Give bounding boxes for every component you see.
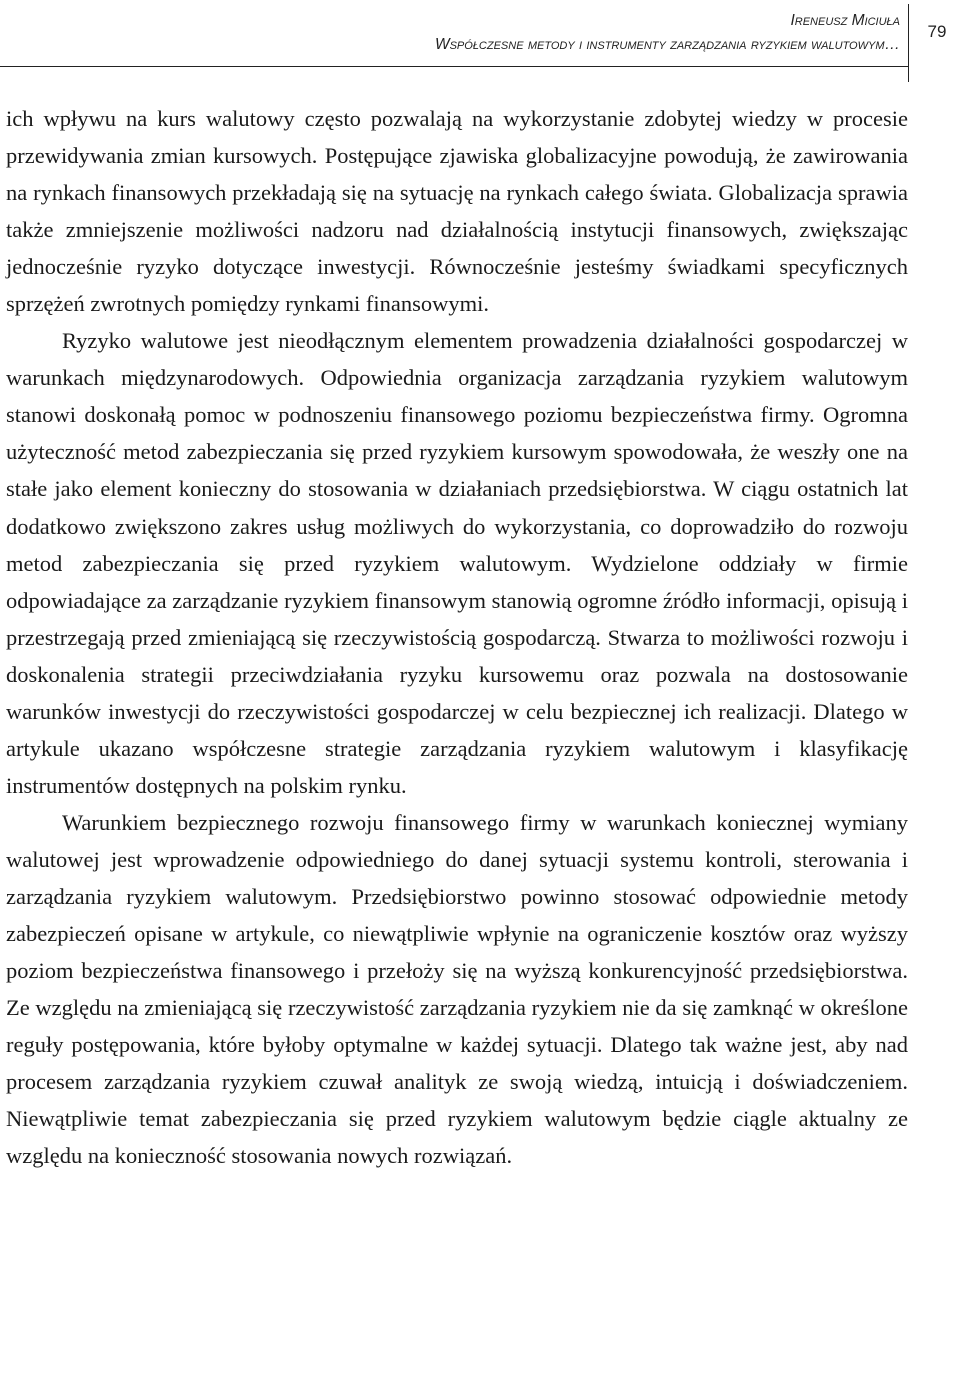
paragraph-1: ich wpływu na kurs walutowy często pozwalają na wykorzystanie zdobytej wiedzy w procesie przewidywania zmian kursowych. Postępujące zjawiska globalizacyjne powodują, że zawirowania na rynkach finansowych przekładają się na sytuację na rynkach całego świata. Globalizacja sprawia także zmniejszenie możliwości nadzoru nad działalnością instytucji finansowych, zwiększając jednocześnie ryzyko dotyczące inwestycji. Równocześnie jesteśmy świadkami specyficznych sprzężeń zwrotnych pomiędzy rynkami finansowymi. — [6, 106, 908, 317]
paragraph-2: Ryzyko walutowe jest nieodłącznym elementem prowadzenia działalności gospodarczej w warunkach międzynarodowych. Odpowiednia organizacja zarządzania ryzykiem walutowym stanowi doskonałą pomoc w podnoszeniu finansowego poziomu bezpieczeństwa firmy. Ogromna użyteczność metod zabezpieczania się przed ryzykiem kursowym spowodowała, że weszły one na stałe jako element konieczny do stosowania w działaniach przedsiębiorstwa. W ciągu ostatnich lat dodatkowo zwiększono zakres usług możliwych do wykorzystania, co doprowadziło do rozwoju metod zabezpieczania się przed ryzykiem walutowym. Wydzielone oddziały w firmie odpowiadające za zarządzanie ryzykiem finansowym stanowią ogromne źródło informacji, opisują i przestrzegają przed zmieniającą się rzeczywistością gospodarczą. Stwarza to możliwości rozwoju i doskonalenia strategii przeciwdziałania ryzyku kursowemu oraz pozwala na dostosowanie warunków inwestycji do rzeczywistości gospodarczej w celu bezpiecznej ich realizacji. Dlatego w artykule ukazano współczesne strategie zarządzania ryzykiem walutowym i klasyfikację instrumentów dostępnych na polskim rynku. — [6, 328, 908, 798]
page-number: 79 — [927, 22, 947, 41]
header-rule — [0, 66, 908, 67]
paragraph-3: Warunkiem bezpiecznego rozwoju finansowego firmy w warunkach koniecznej wymiany walutowej jest wprowadzenie odpowiedniego do danej sytuacji systemu kontroli, sterowania i zarządzania ryzykiem walutowym. Przedsiębiorstwo powinno stosować odpowiednie metody zabezpieczeń opisane w artykule, co niewątpliwie wpłynie na ograniczenie kosztów oraz wyższy poziom bezpieczeństwa finansowego i przełoży się na wyższą konkurencyjność przedsiębiorstwa. Ze względu na zmieniającą się rzeczywistość zarządzania ryzykiem nie da się zamknąć w określone reguły postępowania, które byłoby optymalne w każdej sytuacji. Dlatego tak ważne jest, aby nad procesem zarządzania ryzykiem czuwał analityk ze swoją wiedzą, intuicją i doświadczeniem. Niewątpliwie temat zabezpieczania się przed ryzykiem walutowym będzie ciągle aktualny ze względu na konieczność stosowania nowych rozwiązań. — [6, 809, 908, 1169]
header-title: Współczesne metody i instrumenty zarządzania ryzykiem walutowym… — [434, 36, 900, 53]
running-header-text — [435, 9, 900, 57]
header-author: Ireneusz Miciuła — [790, 12, 900, 29]
running-header — [0, 0, 960, 84]
article-body — [6, 100, 908, 1174]
header-divider — [908, 4, 909, 82]
